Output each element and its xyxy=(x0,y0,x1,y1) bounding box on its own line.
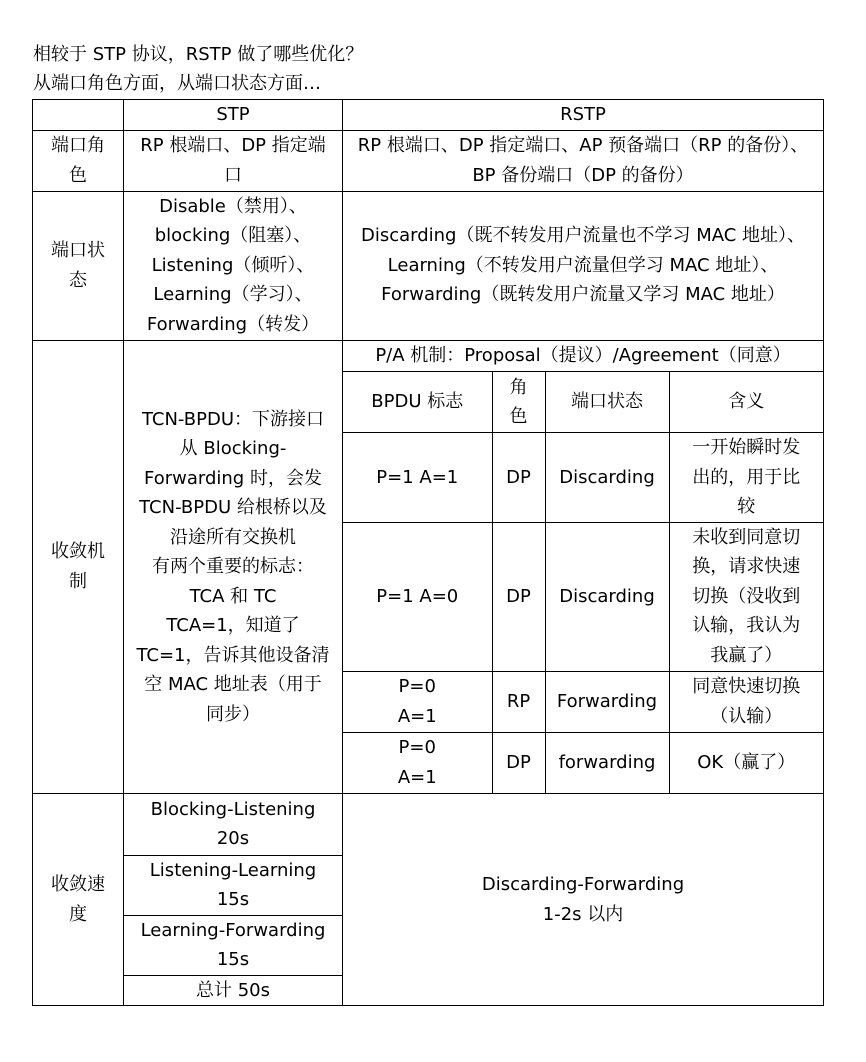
answer-intro: 从端口角色方面，从端口状态方面… xyxy=(33,73,321,94)
rstp-convergence-speed xyxy=(343,794,824,1006)
comparison-table xyxy=(32,99,824,1006)
tcn-flags-intro: 有两个重要的标志： xyxy=(152,556,314,577)
stp-timers xyxy=(124,794,343,1006)
pa-meaning-value: 一开始瞬时发出的，用于比较 xyxy=(669,433,823,523)
convergence-mechanism-label: 收敛机制 xyxy=(33,340,124,794)
pa-flags-value: P=1 A=1 xyxy=(343,433,492,523)
rstp-port-states: Discarding（既不转发用户流量也不学习 MAC 地址）、Learning（不转发用户流量但学习 MAC 地址）、Forwarding（既转发用户流量又学习 MAC 地址） xyxy=(343,191,824,340)
pa-meaning-value: OK（赢了） xyxy=(669,732,823,793)
rstp-port-roles: RP 根端口、DP 指定端口、AP 预备端口（RP 的备份）、BP 备份端口（DP 的备份） xyxy=(343,130,824,191)
pa-flags-value: P=0 A=1 xyxy=(343,732,492,793)
pa-role-value: DP xyxy=(492,522,545,671)
pa-meaning-value: 同意快速切换（认输） xyxy=(669,671,823,732)
rstp-duration: 1-2s 以内 xyxy=(542,903,624,925)
pa-flags-value: P=0 A=1 xyxy=(343,671,492,732)
pa-state-value: forwarding xyxy=(545,732,669,793)
pa-state-value: Discarding xyxy=(545,522,669,671)
pa-role-value: DP xyxy=(492,732,545,793)
tca-flag-meaning: TCA=1，知道了 xyxy=(166,615,300,636)
timer-item: Learning-Forwarding 15s xyxy=(124,915,342,975)
port-role-label: 端口角色 xyxy=(33,130,124,191)
pa-header-role: 角色 xyxy=(492,372,545,433)
convergence-mechanism-row xyxy=(33,340,824,794)
convergence-speed-row xyxy=(33,794,824,1006)
pa-row xyxy=(343,732,823,793)
pa-header-meaning: 含义 xyxy=(669,372,823,433)
stp-timer-table xyxy=(124,794,342,1005)
timer-total: 总计 50s xyxy=(124,975,342,1005)
pa-meaning-value: 未收到同意切换，请求快速切换（没收到认输，我认为我赢了） xyxy=(669,522,823,671)
rstp-pa-mechanism xyxy=(343,340,824,794)
port-state-label: 端口状态 xyxy=(33,191,124,340)
pa-header-state: 端口状态 xyxy=(545,372,669,433)
pa-role-value: DP xyxy=(492,433,545,523)
stp-tcn-mechanism xyxy=(124,340,343,794)
pa-title-row xyxy=(343,341,823,372)
stp-port-states: Disable（禁用）、blocking（阻塞）、Listening（倾听）、Learning（学习）、Forwarding（转发） xyxy=(124,191,343,340)
timer-item: Blocking-Listening 20s xyxy=(124,794,342,855)
pa-header-row xyxy=(343,372,823,433)
pa-header-flags: BPDU 标志 xyxy=(343,372,492,433)
corner-cell xyxy=(33,100,124,131)
pa-flags-table xyxy=(343,341,823,794)
pa-state-value: Discarding xyxy=(545,433,669,523)
rstp-column-header: RSTP xyxy=(343,100,824,131)
pa-role-value: RP xyxy=(492,671,545,732)
pa-row xyxy=(343,522,823,671)
rstp-transition: Discarding-Forwarding xyxy=(481,874,685,895)
tcn-bpdu-description: TCN-BPDU：下游接口从 Blocking-Forwarding 时，会发 TCN-BPDU 给根桥以及沿途所有交换机 xyxy=(139,408,327,548)
pa-row xyxy=(343,433,823,523)
pa-flags-value: P=1 A=0 xyxy=(343,522,492,671)
question-heading: 相较于 STP 协议，RSTP 做了哪些优化？ xyxy=(33,44,364,65)
tc-flag-meaning: TC=1，告诉其他设备清空 MAC 地址表（用于同步） xyxy=(136,644,330,725)
port-state-row xyxy=(33,191,824,340)
convergence-speed-label: 收敛速度 xyxy=(33,794,124,1006)
pa-state-value: Forwarding xyxy=(545,671,669,732)
pa-mechanism-title: P/A 机制：Proposal（提议）/Agreement（同意） xyxy=(343,341,823,372)
stp-port-roles: RP 根端口、DP 指定端口 xyxy=(124,130,343,191)
timer-item: Listening-Learning 15s xyxy=(124,855,342,915)
stp-column-header: STP xyxy=(124,100,343,131)
header-row xyxy=(33,100,824,131)
port-role-row xyxy=(33,130,824,191)
pa-row xyxy=(343,671,823,732)
tcn-flag-names: TCA 和 TC xyxy=(189,585,277,607)
